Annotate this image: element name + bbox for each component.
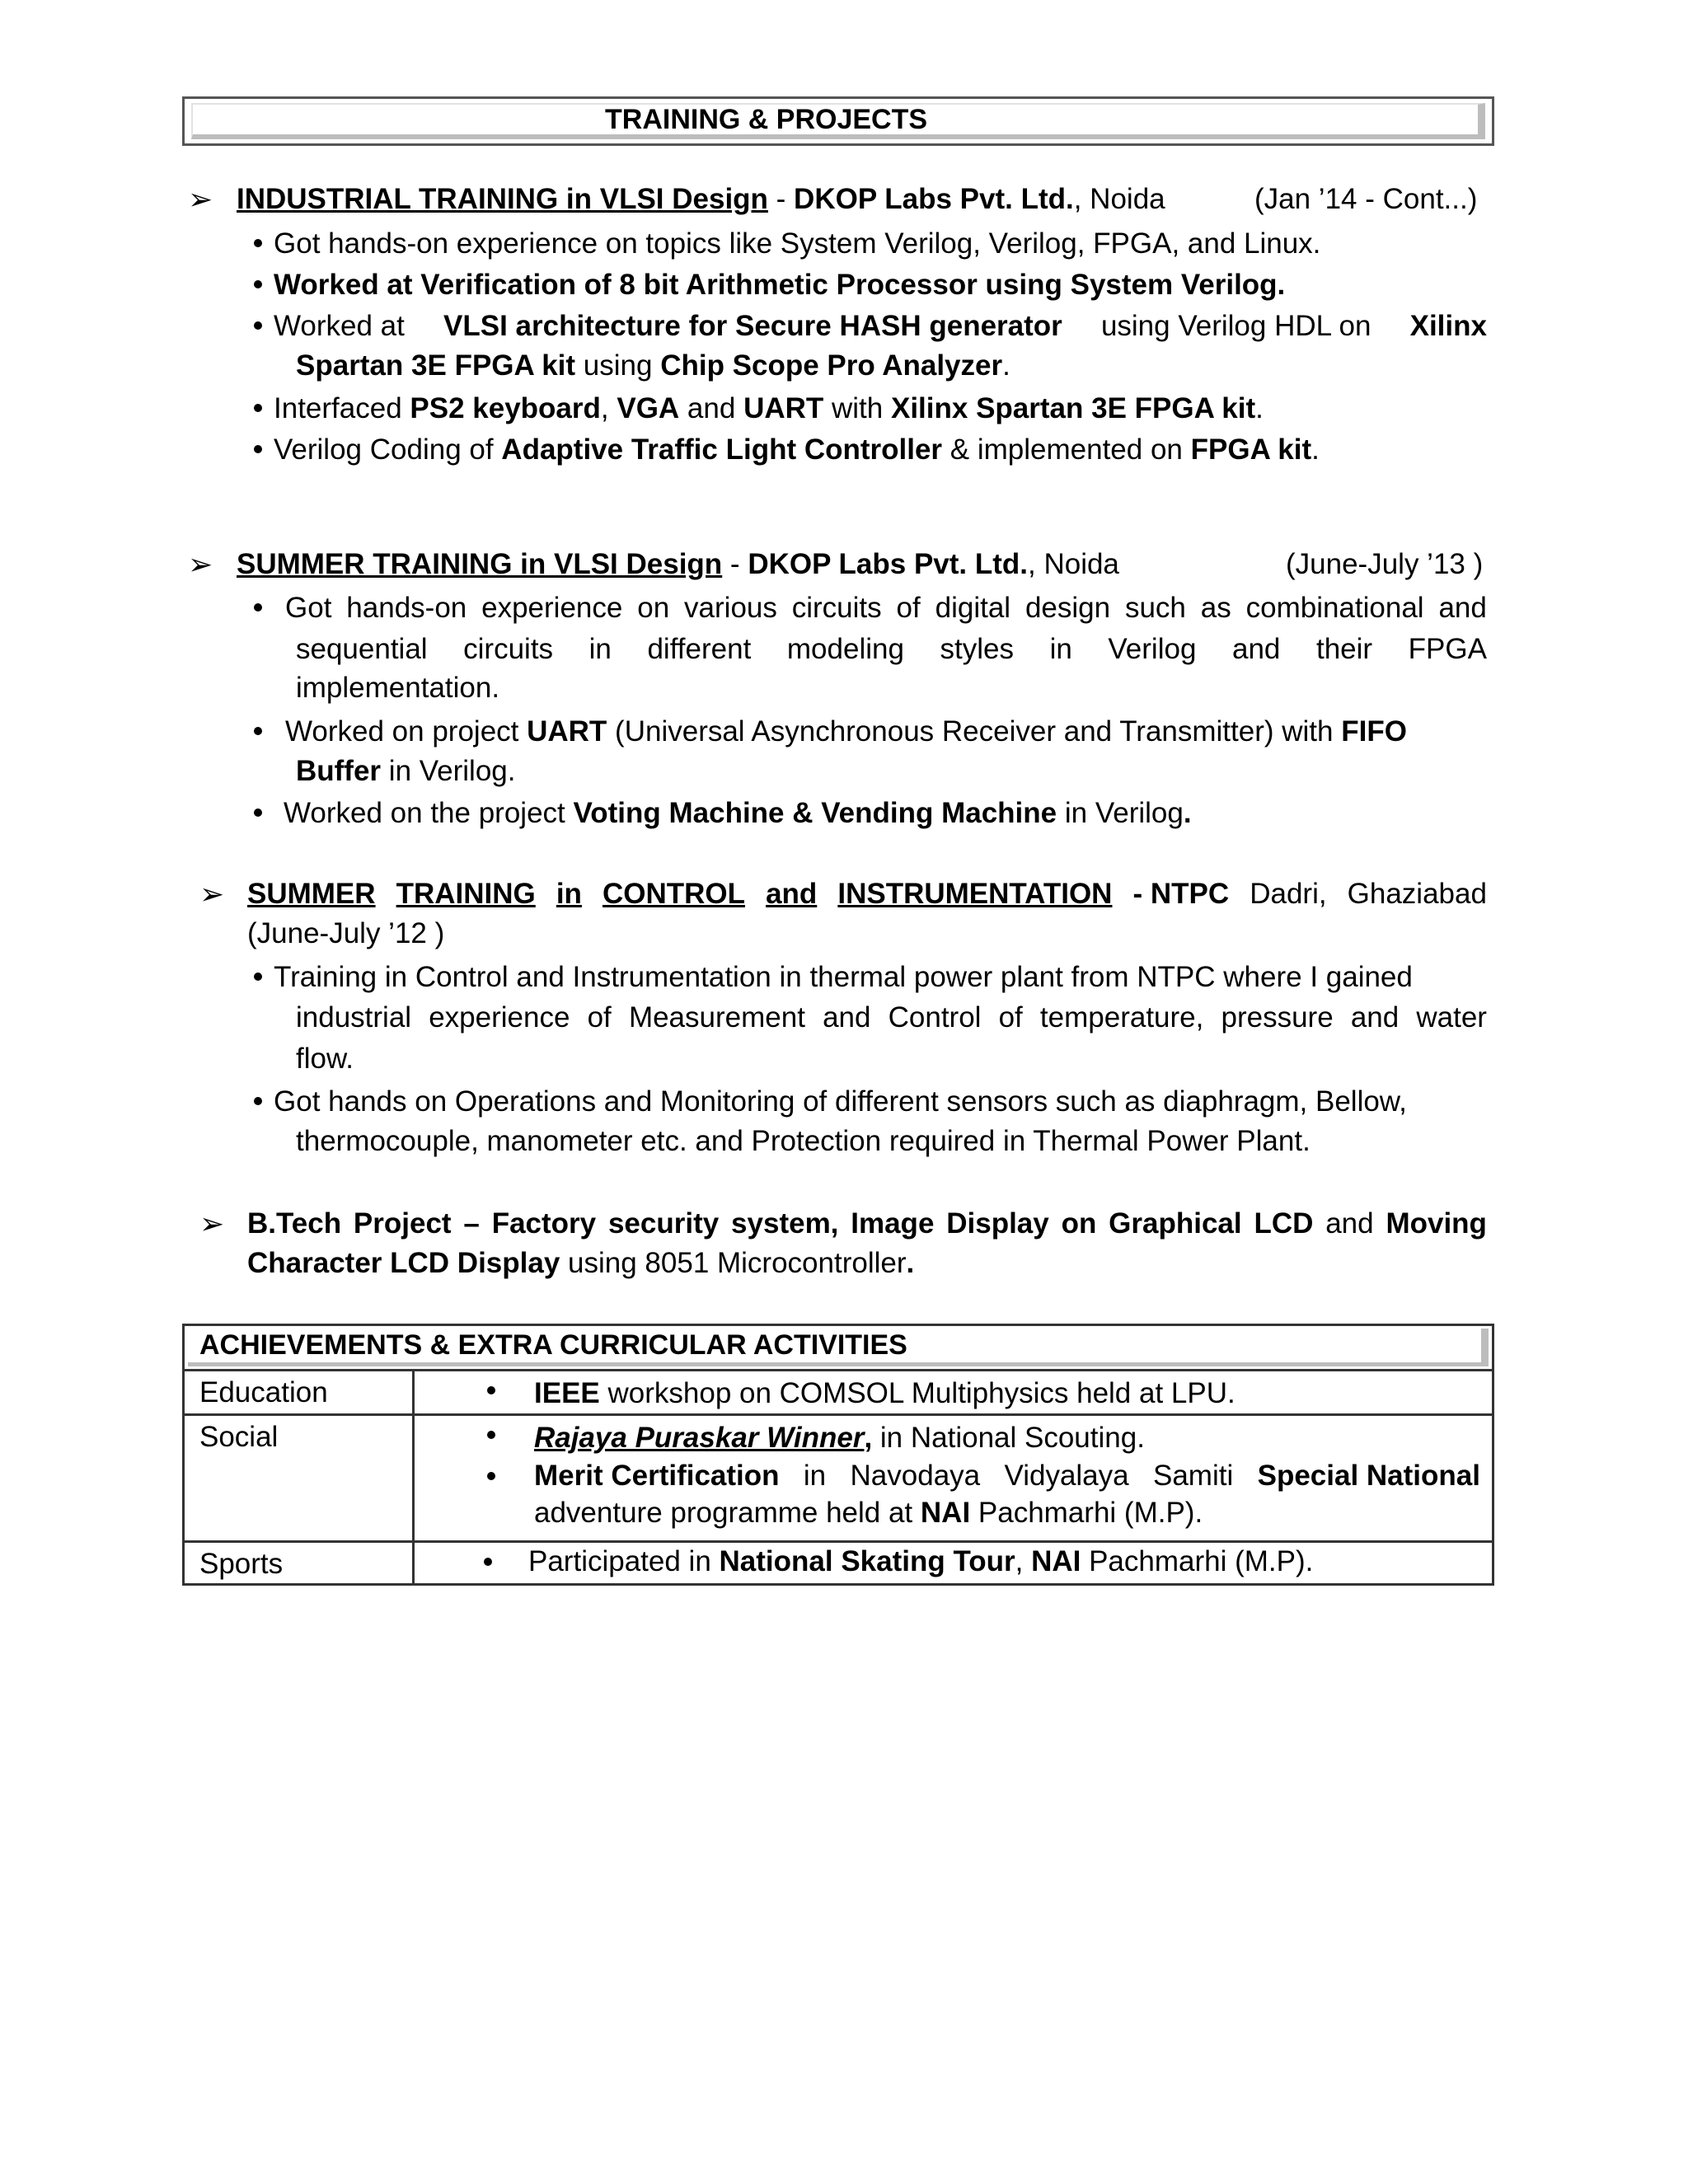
achievements-title: ACHIEVEMENTS & EXTRA CURRICULAR ACTIVITIES: [199, 1329, 907, 1361]
industrial-bullet-4: [254, 392, 1264, 425]
word: circuits: [791, 592, 882, 624]
btech-line-1: [247, 1207, 1487, 1240]
word: and: [823, 1001, 871, 1033]
achievements-table: [182, 1324, 1494, 1586]
word: experience: [481, 592, 623, 624]
summer2-bullet-1-line-2: [296, 1001, 1487, 1034]
word: modeling: [786, 633, 904, 665]
word: Navodaya: [850, 1460, 981, 1492]
bold-text: Character LCD Display: [247, 1247, 560, 1279]
text: .: [1311, 434, 1320, 466]
summer1-date: (June-July ’13 ): [1286, 548, 1484, 580]
word: circuits: [463, 633, 554, 665]
bullet-dot-icon: [487, 1472, 495, 1480]
category-sports: Sports: [184, 1542, 414, 1585]
word: experience: [429, 1001, 570, 1033]
word: in: [1049, 633, 1072, 665]
heading-word: INSTRUMENTATION: [837, 878, 1113, 910]
bullet-dot-icon: [254, 321, 262, 330]
bold-text: NAI: [1031, 1545, 1081, 1577]
table-row: [184, 1542, 1493, 1585]
summer2-bullet-1-line-3: flow.: [296, 1043, 354, 1075]
text: in Verilog.: [381, 755, 516, 787]
word: of: [998, 1001, 1023, 1033]
arrow-bullet-icon: ➢: [188, 547, 213, 581]
word: Measurement: [628, 1001, 805, 1033]
bullet-dot-icon: [254, 445, 262, 453]
summer1-bullet-1-line-1: [254, 592, 1487, 625]
bullet-text: Got hands-on experience on topics like System Verilog, Verilog, FPGA, and Linux.: [274, 227, 1321, 260]
summer1-title: SUMMER TRAINING in VLSI Design: [237, 548, 723, 580]
summer2-heading: [247, 878, 1487, 911]
bullet-dot-icon: [487, 1386, 495, 1394]
sports-items: [414, 1542, 1493, 1585]
word: digital: [935, 592, 1011, 624]
separator: -: [722, 548, 748, 580]
word: different: [647, 633, 752, 665]
word: temperature,: [1039, 1001, 1204, 1033]
text: Pachmarhi (M.P).: [970, 1497, 1203, 1529]
summer1-bullet-1-line-3: implementation.: [296, 672, 500, 704]
category-social: Social: [184, 1415, 414, 1542]
text: Participated in: [528, 1545, 720, 1577]
word: and: [1350, 1001, 1400, 1033]
text: Got hands on Operations and Monitoring of different sensors such as diaphragm, Bellow,: [274, 1085, 1407, 1118]
summer2-date: (June-July ’12 ): [247, 917, 445, 949]
place: , Noida: [1028, 548, 1119, 580]
word: and: [1325, 1207, 1374, 1240]
text: with: [823, 392, 891, 424]
bullet-dot-icon: [484, 1558, 492, 1566]
word: of: [896, 592, 921, 624]
bullet-dot-icon: [254, 727, 262, 735]
word: Display: [946, 1207, 1049, 1240]
arrow-bullet-icon: ➢: [188, 182, 213, 216]
bold-text: Xilinx Spartan 3E FPGA kit: [890, 392, 1256, 424]
education-items: [414, 1371, 1493, 1415]
list-item: [415, 1416, 1492, 1457]
bullet-text: Worked at Verification of 8 bit Arithmetic Processor using System Verilog.: [274, 269, 1286, 301]
word: various: [684, 592, 777, 624]
industrial-heading: [237, 183, 1165, 216]
bold-text: IEEE: [534, 1377, 600, 1409]
bold-text: FIFO: [1341, 715, 1407, 748]
word: on: [637, 592, 670, 624]
bullet-dot-icon: [254, 603, 262, 612]
word: security: [607, 1207, 720, 1240]
text: and: [679, 392, 744, 424]
bold-text: National Skating Tour: [719, 1545, 1015, 1577]
list-item-line-2: [534, 1495, 1480, 1531]
text: .: [906, 1247, 915, 1279]
bold-text: PS2 keyboard: [410, 392, 601, 424]
heading-word: in: [556, 878, 582, 910]
place: , Noida: [1073, 183, 1165, 215]
bold-text: VLSI architecture for Secure HASH generator: [443, 310, 1062, 342]
summer2-bullet-2-line-1: [254, 1085, 1407, 1118]
bold-text: Adaptive Traffic Light Controller: [501, 434, 943, 466]
word: Image: [851, 1207, 935, 1240]
word: and: [1438, 592, 1487, 624]
company-name: DKOP Labs Pvt. Ltd.: [748, 548, 1028, 580]
text: ,: [1015, 1545, 1032, 1577]
list-item: [415, 1371, 1492, 1413]
word: Samiti: [1152, 1460, 1234, 1492]
bold-text: Xilinx: [1409, 310, 1487, 342]
company-name: - NTPC: [1132, 878, 1230, 910]
word: Vidyalaya: [1004, 1460, 1129, 1492]
text: .: [1002, 349, 1010, 382]
award-name: Rajaya Puraskar Winner: [534, 1422, 865, 1454]
achievements-header: [184, 1325, 1493, 1371]
word: of: [587, 1001, 612, 1033]
industrial-bullet-3-line-1: [254, 310, 1487, 343]
word: hands-on: [346, 592, 467, 624]
list-item-line-1: [534, 1457, 1480, 1495]
bold-text: UART: [527, 715, 607, 748]
word: and: [1232, 633, 1281, 665]
word: as: [1200, 592, 1231, 624]
word: Moving: [1386, 1207, 1487, 1240]
list-item: [415, 1543, 1492, 1581]
word: Merit Certification: [534, 1460, 780, 1492]
text: using 8051 Microcontroller: [560, 1247, 907, 1279]
section-header: [182, 96, 1494, 146]
bold-text: Voting Machine & Vending Machine: [573, 797, 1057, 829]
word: system,: [731, 1207, 839, 1240]
text: & implemented on: [942, 434, 1191, 466]
summer1-bullet-1-line-2: [296, 633, 1487, 666]
table-row: [184, 1371, 1493, 1415]
industrial-title: INDUSTRIAL TRAINING in VLSI Design: [237, 183, 768, 215]
bold-text: FPGA kit: [1190, 434, 1312, 466]
text: Verilog Coding of: [274, 434, 502, 466]
text: Worked on project: [285, 715, 528, 748]
text: using Verilog HDL on: [1100, 310, 1372, 342]
summer2-bullet-1-line-1: [254, 961, 1413, 994]
word: in: [803, 1460, 827, 1492]
category-education: Education: [184, 1371, 414, 1415]
list-item: [415, 1457, 1492, 1531]
word: B.Tech: [247, 1207, 342, 1240]
heading-word: SUMMER: [247, 878, 376, 910]
text: .: [1255, 392, 1264, 424]
bold-text: Spartan 3E FPGA kit: [296, 349, 576, 382]
bold-text: .: [1183, 797, 1192, 829]
word: industrial: [296, 1001, 412, 1033]
industrial-bullet-3-line-2: [296, 349, 1010, 382]
summer1-bullet-3: [254, 797, 1192, 830]
text: using: [575, 349, 661, 382]
word: Graphical: [1109, 1207, 1242, 1240]
industrial-bullet-5: [254, 434, 1320, 466]
summer1-bullet-2-line-2: [296, 755, 516, 788]
heading-word: CONTROL: [602, 878, 746, 910]
word: combinational: [1245, 592, 1424, 624]
summer1-heading: [237, 548, 1119, 581]
table-row: [184, 1325, 1493, 1371]
btech-line-2: [247, 1247, 914, 1280]
word: styles: [940, 633, 1014, 665]
industrial-bullet-1: [254, 227, 1320, 260]
place: Dadri,: [1250, 878, 1327, 910]
text: ,: [600, 392, 617, 424]
separator: -: [767, 183, 795, 215]
bold-text: VGA: [617, 392, 680, 424]
word: such: [1124, 592, 1186, 624]
word: FPGA: [1408, 633, 1487, 665]
word: Factory: [491, 1207, 597, 1240]
first-word: [254, 592, 331, 625]
bold-text: NAI: [920, 1497, 971, 1529]
bullet-dot-icon: [254, 1097, 262, 1105]
company-name: DKOP Labs Pvt. Ltd.: [794, 183, 1074, 215]
text: ,: [864, 1422, 873, 1454]
heading-word: and: [766, 878, 818, 910]
word: their: [1315, 633, 1373, 665]
word: Control: [888, 1001, 982, 1033]
text: in National Scouting.: [872, 1422, 1145, 1454]
text: Training in Control and Instrumentation in thermal power plant from NTPC where I gained: [274, 961, 1413, 993]
bullet-dot-icon: [254, 808, 262, 817]
word: pressure: [1221, 1001, 1334, 1033]
word: Special National: [1257, 1460, 1480, 1492]
text: in Verilog: [1057, 797, 1184, 829]
word: Verilog: [1108, 633, 1197, 665]
word: Got: [285, 592, 332, 624]
bold-text: Buffer: [296, 755, 382, 787]
bullet-dot-icon: [254, 280, 262, 288]
industrial-bullet-2: [254, 269, 1285, 302]
text: (Universal Asynchronous Receiver and Transmitter) with: [607, 715, 1342, 748]
text: adventure programme held at: [534, 1497, 921, 1529]
text: Worked on the project: [284, 797, 574, 829]
text: Worked at: [274, 310, 405, 342]
bullet-dot-icon: [487, 1431, 495, 1439]
bold-text: Chip Scope Pro Analyzer: [660, 349, 1003, 382]
arrow-bullet-icon: ➢: [199, 1207, 225, 1240]
word: sequential: [296, 633, 428, 665]
summer1-bullet-2-line-1: [254, 715, 1407, 748]
industrial-date: (Jan ’14 - Cont...): [1254, 183, 1478, 215]
word: Project: [353, 1207, 452, 1240]
word: water: [1416, 1001, 1487, 1033]
word: in: [588, 633, 612, 665]
word: –: [463, 1207, 480, 1240]
text: Interfaced: [274, 392, 410, 424]
word: LCD: [1254, 1207, 1314, 1240]
word: on: [1061, 1207, 1097, 1240]
text: workshop on COMSOL Multiphysics held at LPU.: [599, 1377, 1236, 1409]
section-title: TRAINING & PROJECTS: [605, 104, 928, 135]
text: Pachmarhi (M.P).: [1081, 1545, 1314, 1577]
bold-text: UART: [743, 392, 824, 424]
heading-word: TRAINING: [396, 878, 536, 910]
bullet-dot-icon: [254, 404, 262, 412]
social-items: [414, 1415, 1493, 1542]
arrow-bullet-icon: ➢: [199, 877, 225, 911]
place: Ghaziabad: [1347, 878, 1487, 910]
bullet-dot-icon: [254, 972, 262, 981]
summer2-bullet-2-line-2: thermocouple, manometer etc. and Protection required in Thermal Power Plant.: [296, 1125, 1311, 1157]
bullet-dot-icon: [254, 239, 262, 247]
table-row: [184, 1415, 1493, 1542]
word: design: [1025, 592, 1111, 624]
